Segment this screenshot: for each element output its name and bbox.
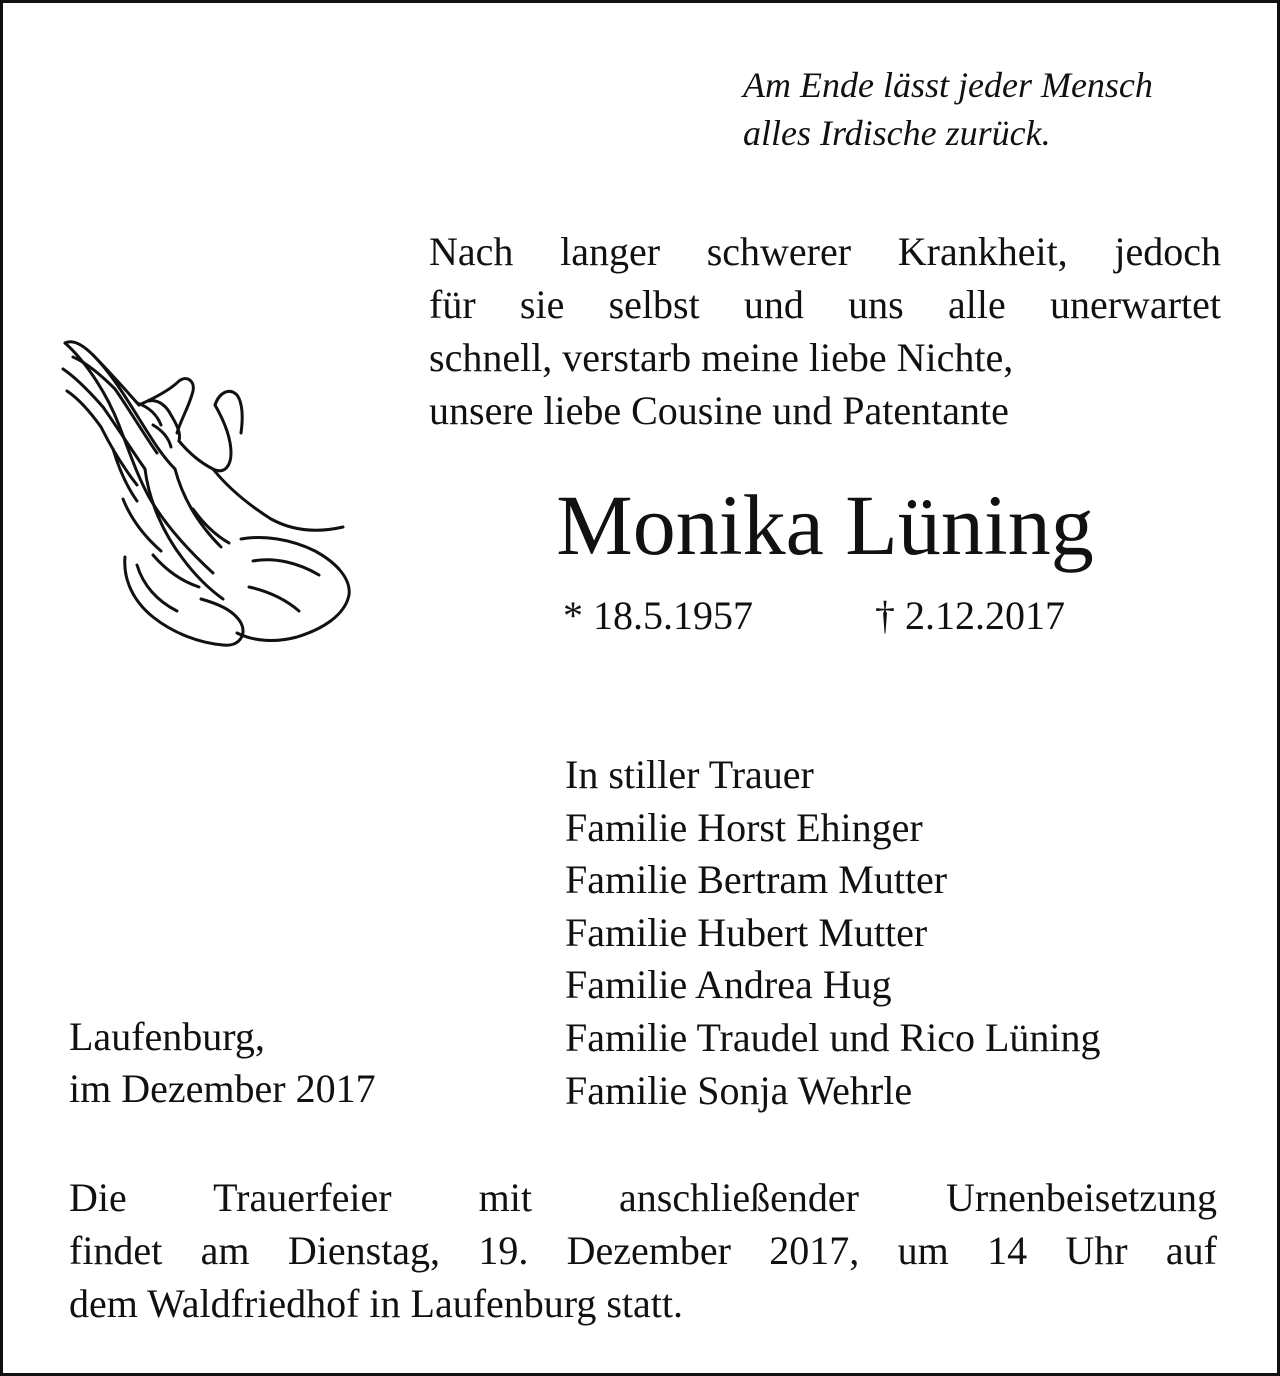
intro-line: unsere liebe Cousine und Patentante xyxy=(429,388,1009,433)
list-item: Familie Bertram Mutter xyxy=(565,857,948,903)
list-item: Familie Traudel und Rico Lüning xyxy=(565,1014,1101,1060)
list-item: Familie Hubert Mutter xyxy=(565,909,928,955)
mourners-heading: In stiller Trauer xyxy=(565,752,814,797)
list-item: Familie Horst Ehinger xyxy=(565,804,923,850)
death-date: † 2.12.2017 xyxy=(875,593,1065,638)
place-and-date xyxy=(69,1011,469,1115)
motto-line: alles Irdische zurück. xyxy=(743,113,1051,153)
ceremony-line: dem Waldfriedhof in Laufenburg statt. xyxy=(69,1281,684,1326)
ceremony-notice xyxy=(69,1171,1217,1330)
date-line: im Dezember 2017 xyxy=(69,1066,376,1111)
intro-line: schnell, verstarb meine liebe Nichte, xyxy=(429,335,1014,380)
motto-quote xyxy=(743,61,1233,157)
list-item: Familie Andrea Hug xyxy=(565,962,892,1008)
deceased-name: Monika Lüning xyxy=(556,477,1094,573)
place-line: Laufenburg, xyxy=(69,1014,265,1059)
birth-date: * 18.5.1957 xyxy=(563,593,753,638)
intro-text xyxy=(429,225,1221,437)
list-item: Familie Sonja Wehrle xyxy=(565,1067,913,1113)
mourners-list xyxy=(565,749,1245,1117)
intro-line: Nach langer schwerer Krankheit, jedoch xyxy=(429,229,1221,274)
praying-hands-icon xyxy=(53,329,363,669)
motto-line: Am Ende lässt jeder Mensch xyxy=(743,65,1153,105)
intro-line: für sie selbst und uns alle unerwartet xyxy=(429,282,1221,327)
ceremony-line: findet am Dienstag, 19. Dezember 2017, um 14 Uhr auf xyxy=(69,1228,1217,1273)
ceremony-line: Die Trauerfeier mit anschließender Urnenbeisetzung xyxy=(69,1175,1217,1220)
